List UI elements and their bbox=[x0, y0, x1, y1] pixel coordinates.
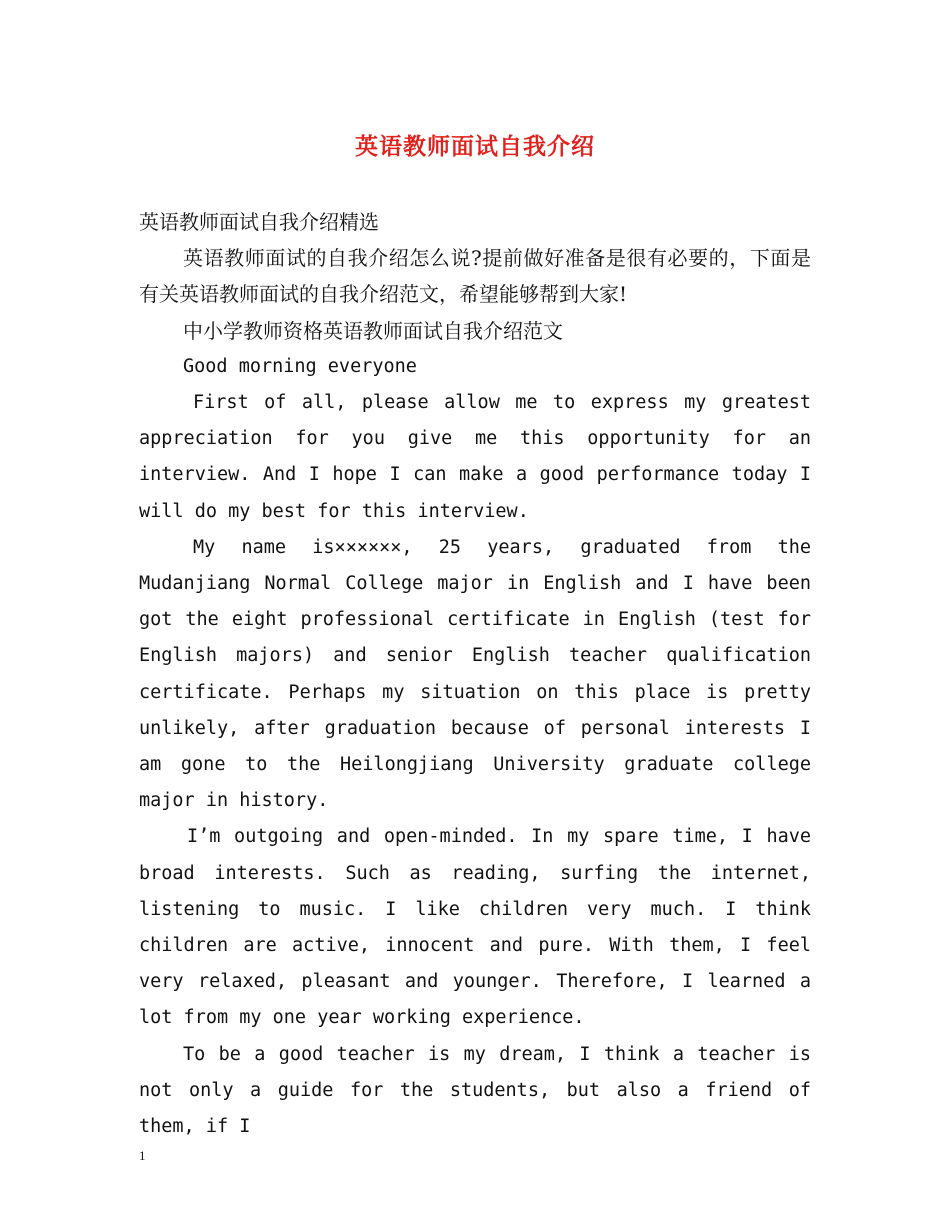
document-body bbox=[139, 204, 811, 1145]
subtitle: 英语教师面试自我介绍精选 bbox=[139, 210, 379, 234]
document-title: 英语教师面试自我介绍 bbox=[355, 133, 595, 160]
greeting: Good morning everyone bbox=[183, 355, 417, 377]
body-paragraph: I’m outgoing and open-minded. In my spare time, I have broad interests. Such as reading, surfing the internet, listening to music. I like children very much. I think children are active, innocent and pure. With them, I feel very relaxed, pleasant and younger. Therefore, I learned a lot from my one year working experience. bbox=[139, 826, 811, 1029]
page-number: 1 bbox=[139, 1148, 146, 1163]
body-paragraph: First of all, please allow me to express my greatest appreciation for you give me this opportunity for an interview. And I hope I can make a good performance today I will do my best for this interview. bbox=[139, 392, 811, 522]
intro-paragraph: 英语教师面试的自我介绍怎么说?提前做好准备是很有必要的，下面是有关英语教师面试的自我介绍范文，希望能够帮到大家! bbox=[139, 246, 811, 307]
body-paragraph: My name is××××××, 25 years, graduated from the Mudanjiang Normal College major in English and I have been got the eight professional certificate in English (test for English majors) and senior English teacher qualification certificate. Perhaps my situation on this place is pretty unlikely, after graduation because of personal interests I am gone to the Heilongjiang University graduate college major in history. bbox=[139, 536, 811, 812]
section-heading: 中小学教师资格英语教师面试自我介绍范文 bbox=[183, 318, 563, 343]
body-paragraph: To be a good teacher is my dream, I think a teacher is not only a guide for the students, but also a friend of them, if I bbox=[139, 1043, 811, 1138]
